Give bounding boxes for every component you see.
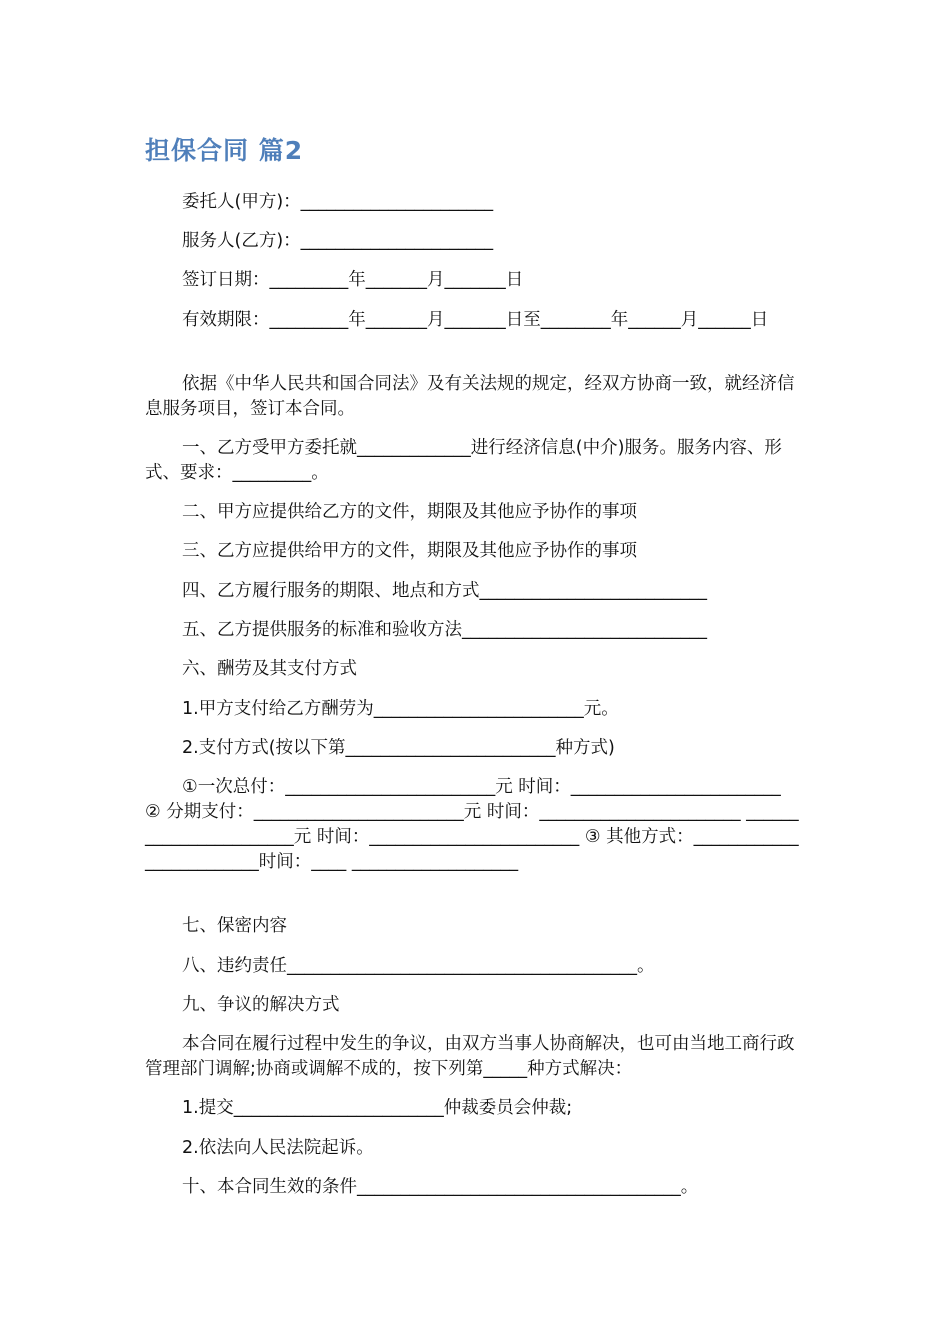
signing-date-line: 签订日期：_________年_______月_______日 xyxy=(182,270,524,290)
preamble-paragraph: 依据《中华人民共和国合同法》及有关法规的规定，经双方协商一致，就经济信息服务项目，签订本合同。 xyxy=(145,374,795,419)
clause-7: 七、保密内容 xyxy=(182,916,287,936)
clause-6-item-2: 2.支付方式(按以下第________________________种方式) xyxy=(182,738,615,758)
clause-1: 一、乙方受甲方委托就_____________进行经济信息(中介)服务。服务内容、形式、要求：_________。 xyxy=(145,438,782,483)
service-party-line: 服务人(乙方)：______________________ xyxy=(182,231,494,251)
clause-9-item-2: 2.依法向人民法院起诉。 xyxy=(182,1138,374,1158)
clause-9-item-1: 1.提交________________________仲裁委员会仲裁; xyxy=(182,1098,573,1118)
payment-options-paragraph: ①一次总付：________________________元 时间：________________________ ② 分期支付：________________________元 时间：_______________________ _______________________元 时间：________________________ ③ 其他方式：_________________________时间：____ ___________________ xyxy=(145,777,799,872)
clause-2: 二、甲方应提供给乙方的文件，期限及其他应予协作的事项 xyxy=(182,502,637,522)
dispute-resolution-paragraph: 本合同在履行过程中发生的争议，由双方当事人协商解决，也可由当地工商行政管理部门调解;协商或调解不成的，按下列第_____种方式解决： xyxy=(145,1034,795,1079)
principal-party-line: 委托人(甲方)：______________________ xyxy=(182,192,494,212)
clause-6-item-1: 1.甲方支付给乙方酬劳为________________________元。 xyxy=(182,699,619,719)
clause-9-heading: 九、争议的解决方式 xyxy=(182,995,340,1015)
page-title: 担保合同 篇2 xyxy=(145,136,304,165)
clause-5: 五、乙方提供服务的标准和验收方法____________________________ xyxy=(182,620,707,640)
clause-10: 十、本合同生效的条件_____________________________________。 xyxy=(182,1177,699,1197)
clause-4: 四、乙方履行服务的期限、地点和方式__________________________ xyxy=(182,581,707,601)
clause-8: 八、违约责任________________________________________。 xyxy=(182,956,655,976)
clause-6-heading: 六、酬劳及其支付方式 xyxy=(182,659,357,679)
clause-3: 三、乙方应提供给甲方的文件，期限及其他应予协作的事项 xyxy=(182,541,637,561)
validity-period-line: 有效期限：_________年_______月_______日至________年______月______日 xyxy=(182,310,769,330)
